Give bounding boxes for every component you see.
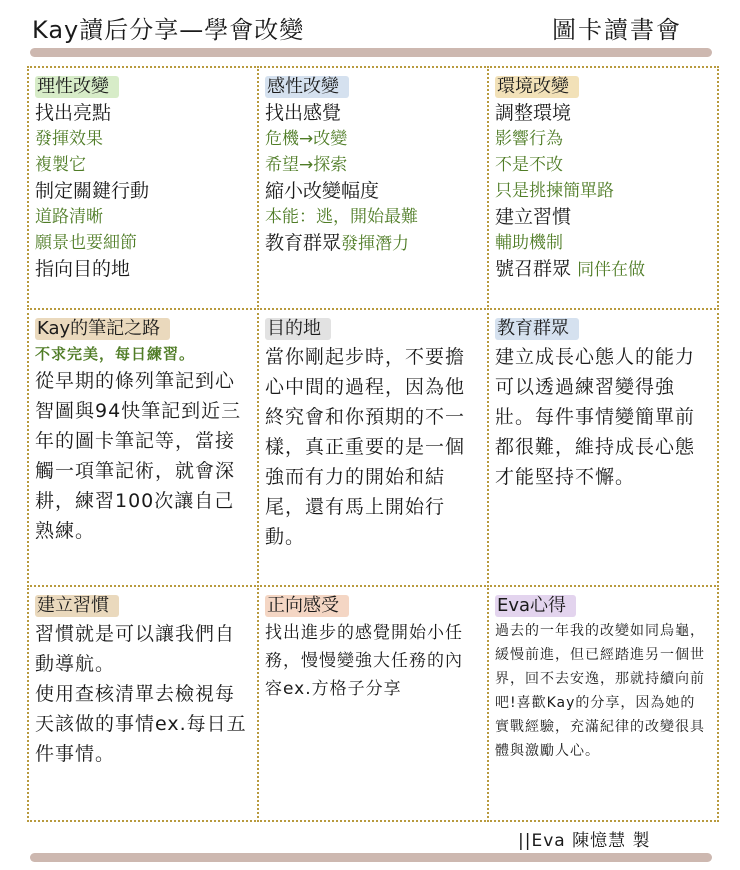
- cell-heading: 教育群眾: [495, 318, 579, 340]
- cell-heading: 環境改變: [495, 76, 579, 98]
- cell-body: 過去的一年我的改變如同烏龜，緩慢前進，但已經踏進另一個世界，回不去安逸，那就持續向前吧!喜歡Kay的分享，因為她的實戰經驗，充滿紀律的改變很具體與激勵人心。: [495, 623, 705, 759]
- text-line: 建立習慣: [495, 206, 572, 228]
- cell-heading: 建立習慣: [35, 595, 119, 617]
- cell-rational-change: [27, 66, 259, 310]
- top-divider-bar: [30, 48, 712, 57]
- text-line: 只是挑揀簡單路: [495, 181, 614, 201]
- text-line: 本能：逃，開始最難: [265, 207, 418, 227]
- cell-heading: Kay的筆記之路: [35, 318, 170, 340]
- page-title: Kay讀后分享—學會改變: [32, 16, 305, 44]
- text-line: 希望→探索: [265, 155, 348, 175]
- text-line: 危機→改變: [265, 129, 348, 149]
- cell-heading: 正向感受: [265, 595, 349, 617]
- cell-heading: 理性改變: [35, 76, 119, 98]
- text-line: 道路清晰: [35, 207, 103, 227]
- cell-heading: 感性改變: [265, 76, 349, 98]
- cell-body: 建立成長心態人的能力可以透過練習變得強壯。每件事情變簡單前都很難，維持成長心態才能堅持不懈。: [495, 346, 696, 488]
- cell-body: 當你剛起步時，不要擔心中間的過程，因為他終究會和你預期的不一樣，真正重要的是一個強而有力的開始和結尾，還有馬上開始行動。: [265, 346, 466, 548]
- text-line: 不是不改: [495, 155, 563, 175]
- text-segment: 同伴在做: [577, 260, 646, 280]
- text-line: 發揮效果: [35, 129, 103, 149]
- cell-heading: Eva心得: [495, 595, 576, 617]
- bottom-divider-bar: [30, 853, 712, 862]
- text-line: 制定關鍵行動: [35, 180, 150, 202]
- brand-label: 圖卡讀書會: [552, 16, 682, 44]
- page-header: [32, 8, 710, 44]
- text-line: 影響行為: [495, 129, 563, 149]
- cell-environment-change: [487, 66, 719, 310]
- text-line: [495, 256, 709, 283]
- cell-body: 使用查核清單去檢視每天該做的事情ex.每日五件事情。: [35, 683, 247, 765]
- cell-kay-notes: [27, 308, 259, 587]
- text-segment: 號召群眾: [495, 258, 572, 280]
- text-line: 輔助機制: [495, 233, 563, 253]
- rational-lines: [35, 100, 249, 282]
- card-grid: [28, 67, 718, 821]
- cell-body: 習慣就是可以讓我們自動導航。: [35, 623, 236, 675]
- cell-build-habit: [27, 585, 259, 822]
- cell-body: 找出進步的感覺開始小任務，慢慢變強大任務的內容ex.方格子分享: [265, 623, 463, 699]
- text-line: 找出亮點: [35, 102, 112, 124]
- text-line: 縮小改變幅度: [265, 180, 380, 202]
- cell-destination: [257, 308, 489, 587]
- text-segment: 發揮潛力: [341, 234, 410, 254]
- cell-eva-reflection: [487, 585, 719, 822]
- text-line: 願景也要細節: [35, 233, 137, 253]
- text-line: 調整環境: [495, 102, 572, 124]
- cell-heading: 目的地: [265, 318, 331, 340]
- cell-emotional-change: [257, 66, 489, 310]
- cell-educate-crowd: [487, 308, 719, 587]
- text-line: [265, 230, 479, 257]
- cell-positive-feeling: [257, 585, 489, 822]
- cell-body: 從早期的條列筆記到心智圖與94快筆記到近三年的圖卡筆記等，當接觸一項筆記術，就會深耕，練習100次讓自己熟練。: [35, 370, 242, 542]
- text-line: 找出感覺: [265, 102, 342, 124]
- text-segment: 教育群眾: [265, 232, 342, 254]
- author-signature: ||Eva 陳憶慧 製: [518, 831, 651, 851]
- emphasis-line: 不求完美，每日練習。: [35, 345, 196, 363]
- text-line: 複製它: [35, 155, 86, 175]
- text-line: 指向目的地: [35, 258, 131, 280]
